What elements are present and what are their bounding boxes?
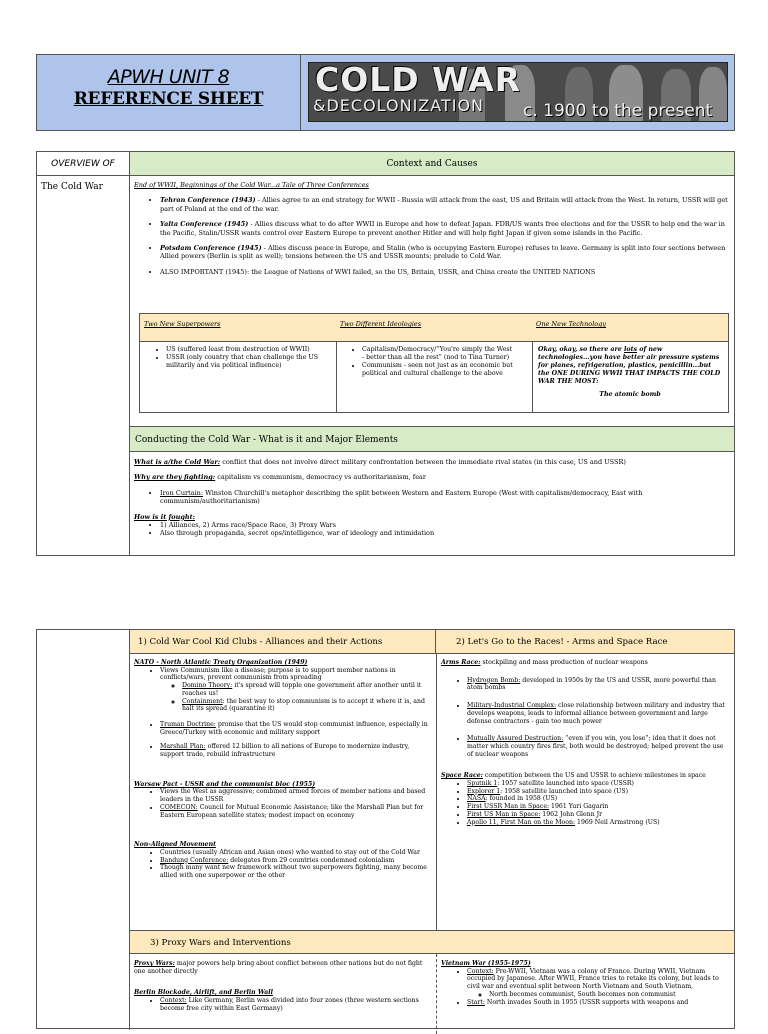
- warsaw-list: [134, 788, 434, 819]
- list-item: ◦ Containment: the best way to stop communism is to accept it where it is, and halt its spread (quarantine it): [182, 698, 434, 713]
- arms-race: Arms Race: stockpiling and mass production of nuclear weapons: [441, 659, 648, 666]
- why-fighting: Why are they fighting: capitalism vs communism, democracy vs authoritarianism, fear: [134, 473, 427, 482]
- list-item: • Hydrogen Bomb: developed in 1950s by the US and USSR, more powerful than atom bombs: [467, 677, 731, 692]
- header: [36, 54, 735, 131]
- marshall-list: [134, 743, 434, 758]
- elements-left-column: [37, 630, 130, 1030]
- warsaw-heading: Warsaw Pact - USSR and the communist bloc (1955): [134, 780, 316, 788]
- nato-list: [134, 667, 434, 713]
- berlin-heading: Berlin Blockade, Airlift, and Berlin Wall: [134, 989, 273, 997]
- ideologies-list: [336, 346, 532, 378]
- nato-heading: NATO - North Atlantic Treaty Organization (1949): [134, 659, 308, 666]
- column-divider: [436, 654, 437, 930]
- vietnam-list: [441, 968, 731, 1007]
- proxy-wars-definition: Proxy Wars: major powers help bring about conflict between other nations but do not fight one another directly: [134, 960, 423, 975]
- cold-war-banner: [308, 62, 728, 122]
- overview-label: OVERVIEW OF: [37, 152, 129, 176]
- conferences-intro: End of WWII, Beginnings of the Cold War...a Tale of Three Conferences: [134, 181, 369, 189]
- list-item: ◦ Domino Theory: it's spread will topple one government after another until it reaches us!: [182, 682, 434, 697]
- berlin-list: [134, 997, 432, 1012]
- nonaligned-heading: Non-Aligned Movement: [134, 841, 216, 849]
- list-item: • Views the West as aggressive; combined armed forces of member nations and based leaders in the USSR: [160, 788, 434, 803]
- elements-table: [36, 629, 735, 1029]
- unit-title: APWH UNIT 8: [107, 66, 230, 88]
- column-divider: [436, 954, 437, 1034]
- list-item: • COMECON: Council for Mutual Economic Assistance; like the Marshall Plan but for Eastern European satellite states; modest impact on economy: [160, 804, 434, 819]
- technology-heading: One New Technology: [532, 314, 728, 342]
- list-item: • Marshall Plan: offered 12 billion to all nations of Europe to modernize industry, support trade, rebuild infrastructure: [160, 743, 434, 758]
- how-fought-label: How is it fought:: [134, 512, 195, 521]
- list-item: • Tehran Conference (1943) - Allies agree to an end strategy for WWII - Russia will attack from the east, US and Britain will attack from the West. In return, USSR will get part of Poland at the end of the war.: [160, 196, 731, 213]
- vietnam-sublist: [467, 991, 731, 999]
- conference-list: [134, 196, 731, 276]
- list-item: • ALSO IMPORTANT (1945): the League of Nations of WWI failed, so the US, Britain, USSR, and China create the UNITED NATIONS: [160, 268, 731, 276]
- ideologies-heading: Two Different Ideologies: [336, 314, 532, 342]
- conduct-heading: Conducting the Cold War - What is it and Major Elements: [130, 426, 734, 452]
- hbomb-list: [441, 677, 731, 692]
- context-body: [134, 181, 731, 276]
- vietnam-body: [441, 960, 731, 1006]
- space-race-list: [441, 780, 731, 826]
- list-item: • Context: Pre-WWII, Vietnam was a colony of France. During WWII, Vietnam occupied by Japanese. After WWII, France tries to retake its colony, but leads to civil war and eventual split between North Vietnam and South Vietnam, ◦ North becomes communist, South becomes non communist: [467, 968, 731, 999]
- list-item: • Sputnik 1: 1957 satellite launched into space (USSR): [467, 780, 731, 788]
- superpowers-heading: Two New Superpowers: [140, 314, 336, 342]
- list-item: • Yalta Conference (1945) - Allies discuss what to do after WWII in Europe and how to defeat Japan. FDR/US wants free elections and for the USSR to help end the war in the Pacific, Stalin/USSR wants control over Eastern Europe to prevent another Hitler and will help fight Japan if given some islands in the Pacific.: [160, 220, 731, 237]
- list-item: • Also through propaganda, secret ops/intelligence, war of ideology and intimidation: [160, 529, 731, 537]
- title-box: [37, 55, 301, 130]
- list-item: • 1) Alliances, 2) Arms race/Space Race, 3) Proxy Wars: [160, 521, 731, 529]
- list-item: • Countries (usually African and Asian ones) who wanted to stay out of the Cold War: [160, 849, 434, 857]
- list-item: • Apollo 11, First Man on the Moon: 1969 Neil Armstrong (US): [467, 819, 731, 827]
- list-item: • Bandung Conference: delegates from 29 countries condemned colonialism: [160, 857, 434, 865]
- races-body: [441, 659, 731, 826]
- space-race: Space Race: competition between the US and USSR to achieve milestones in space: [441, 772, 706, 780]
- context-heading: Context and Causes: [130, 152, 734, 176]
- list-item: • Though many want new framework without two superpowers fighting, many become allied with one superpower or the other: [160, 864, 434, 879]
- list-item: • First US Man in Space: 1962 John Glenn Jr: [467, 811, 731, 819]
- list-item: • Mutually Assured Destruction: “even if you win, you lose”; idea that it does not matter which country fires first, both would be destroyed; helped prevent the use of nuclear weapons: [467, 735, 731, 758]
- technology-column: [532, 314, 728, 412]
- races-heading: 2) Let's Go to the Races! - Arms and Space Race: [436, 630, 734, 654]
- ideologies-column: [336, 314, 533, 412]
- list-item: • Truman Doctrine: promise that the US would stop communist influence, especially in Greece/Turkey with economic and military support: [160, 721, 434, 736]
- mad-list: [441, 735, 731, 758]
- banner-decolonization-text: &DECOLONIZATION: [313, 96, 485, 115]
- conduct-body: [134, 458, 731, 538]
- truman-list: [134, 721, 434, 736]
- mic-list: [441, 702, 731, 725]
- technology-text: Okay, okay, so there are lots of new technologies...you have better air pressure systems for planes, refrigeration, plastics, penicillin...but the ONE DURING WWII THAT IMPACTS THE COLD WAR THE MOST: The atomic bomb: [538, 346, 721, 398]
- iron-curtain-list: [134, 489, 731, 506]
- sheet-title: REFERENCE SHEET: [73, 89, 264, 109]
- how-fought-list: [134, 521, 731, 538]
- what-is-cold-war: What is a/the Cold War: conflict that does not involve direct military confrontation between the immediate rival states (in this case, US and USSR): [134, 458, 626, 466]
- list-item: • Communism - seen not just as an economic but political and cultural challenge to the above: [362, 362, 514, 378]
- list-item: • Iron Curtain: Winston Churchill's metaphor describing the split between Western and Eastern Europe (West with capitalism/democracy, East with communism/authoritarianism): [160, 489, 731, 506]
- list-item: • Military-Industrial Complex: close relationship between military and industry that develops weapons, leads to informal alliance between government and large defense contractors - gain too much power: [467, 702, 731, 725]
- proxy-wars-heading: 3) Proxy Wars and Interventions: [130, 930, 734, 954]
- list-item: • First USSR Man in Space: 1961 Yuri Gagarin: [467, 803, 731, 811]
- list-item: ◦ North becomes communist, South becomes non communist: [489, 991, 731, 999]
- list-item: • Explorer 1: 1958 satellite launched into space (US): [467, 788, 731, 796]
- vietnam-heading: Vietnam War (1955-1975): [441, 960, 531, 967]
- banner-era-text: c. 1900 to the present: [523, 101, 713, 121]
- alliances-heading: 1) Cold War Cool Kid Clubs - Alliances and their Actions: [130, 630, 436, 654]
- list-item: • Start: North invades South in 1955 (USSR supports with weapons and: [467, 999, 731, 1007]
- overview-left-column: [37, 152, 130, 555]
- list-item: • NASA: founded in 1958 (US): [467, 795, 731, 803]
- list-item: • USSR (only country that chan challenge the US militarily and via political influence): [166, 354, 336, 370]
- three-column-box: [139, 313, 729, 413]
- superpowers-list: [140, 346, 336, 370]
- overview-table: [36, 151, 735, 556]
- banner-cold-war-text: COLD WAR: [315, 62, 522, 99]
- alliances-body: [134, 659, 434, 880]
- list-item: • Potsdam Conference (1945) - Allies discuss peace in Europe, and Stalin (who is occupying Eastern Europe) refuses to leave. Germany is split into four sections between Allied powers (Berlin is split as well); tensions between the US and USSR mounts; prelude to Cold War.: [160, 244, 731, 261]
- proxy-wars-body: [134, 960, 432, 1013]
- topic-label: The Cold War: [41, 182, 103, 192]
- nonaligned-list: [134, 849, 434, 880]
- superpowers-column: [140, 314, 337, 412]
- list-item: • Context: Like Germany, Berlin was divided into four zones (three western sections become free city within East Germany): [160, 997, 432, 1012]
- list-item: • US (suffered least from destruction of WWII): [166, 346, 336, 354]
- atomic-bomb-answer: The atomic bomb: [599, 391, 661, 398]
- list-item: • Views Communism like a disease; purpose is to support member nations in conflicts/wars, prevent communism from spreading ◦ Domino Theory: it's spread will topple one government after another until it reaches us! ◦ Containment: the best way to stop communism is to accept it where it is, and halt its spread (quarantine it): [160, 667, 434, 713]
- list-item: • Capitalism/Democracy/“You're simply the West - better than all the rest” (nod to Tina Turner): [362, 346, 514, 362]
- nato-sublist: [160, 682, 434, 713]
